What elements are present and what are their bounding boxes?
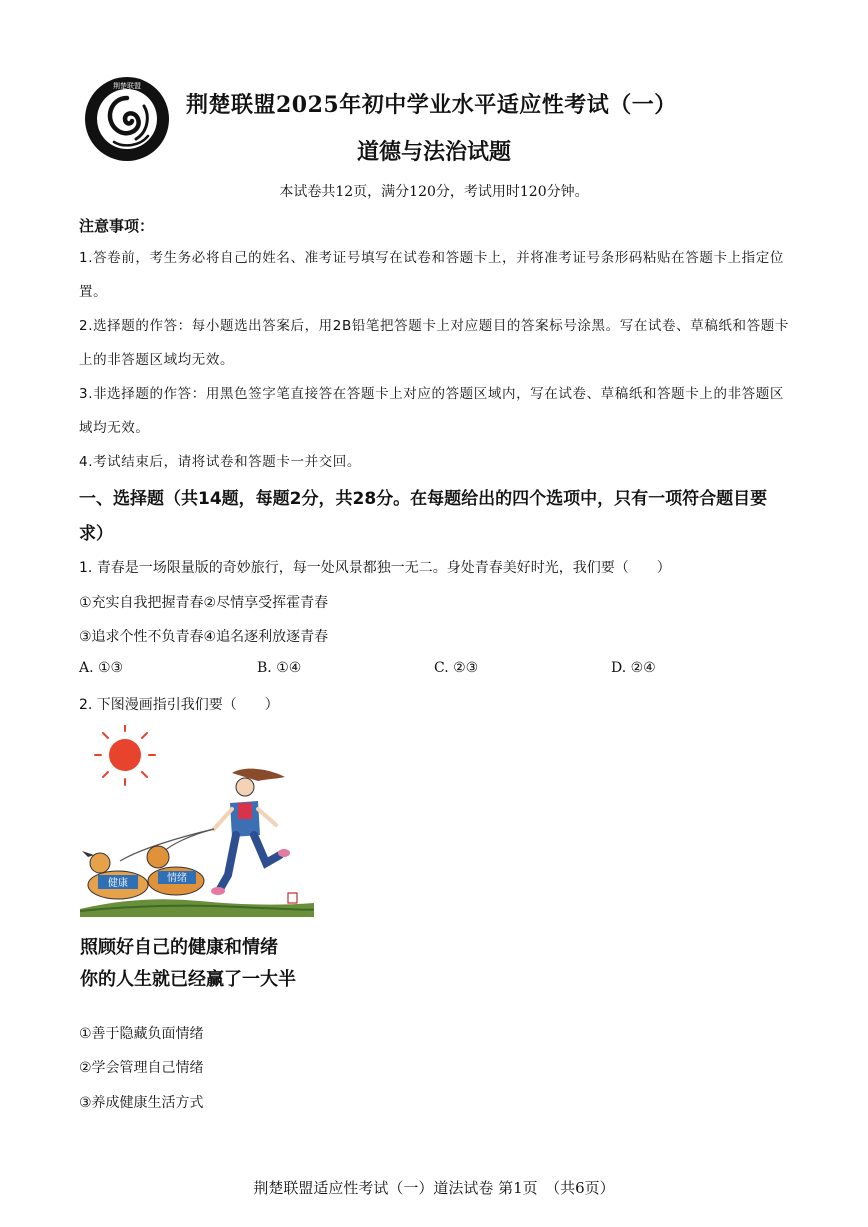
notice-heading: 注意事项： xyxy=(79,217,155,235)
girl-figure xyxy=(211,769,290,895)
q2-item-3: ③养成健康生活方式 xyxy=(79,1095,204,1111)
exam-info: 本试卷共12页，满分120分，考试用时120分钟。 xyxy=(279,184,589,200)
comic-caption-line1: 照顾好自己的健康和情绪 xyxy=(80,937,278,958)
q2-item-2: ②学会管理自己情绪 xyxy=(79,1060,204,1076)
q1-option-a: A. ①③ xyxy=(79,660,124,676)
notice-item-4: 4.考试结束后，请将试卷和答题卡一并交回。 xyxy=(79,454,361,470)
dog1-label: 健康 xyxy=(108,878,128,889)
q1-stem: 1. 青春是一场限量版的奇妙旅行，每一处风景都独一无二。身处青春美好时光，我们要（ ） xyxy=(79,560,671,576)
sun-icon xyxy=(95,725,155,785)
q1-statements-line2: ③追求个性不负青春④追名逐利放逐青春 xyxy=(79,629,329,645)
q1-option-c: C. ②③ xyxy=(434,660,479,676)
logo-text: 荆楚联盟 xyxy=(113,82,141,90)
notice-item-2: 2.选择题的作答：每小题选出答案后，用2B铅笔把答题卡上对应题目的答案标号涂黑。写在试卷、草稿纸和答题卡上的非答题区域均无效。 xyxy=(79,318,789,368)
dog-emotion-figure xyxy=(147,846,204,895)
q1-option-d: D. ②④ xyxy=(611,660,656,676)
notice-item-1: 1.答卷前，考生务必将自己的姓名、准考证号填写在试卷和答题卡上，并将准考证号条形码粘贴在答题卡上指定位置。 xyxy=(79,250,784,300)
comic-illustration xyxy=(80,725,314,1000)
notice-item-3: 3.非选择题的作答：用黑色签字笔直接答在答题卡上对应的答题区域内，写在试卷、草稿纸和答题卡上的非答题区域均无效。 xyxy=(79,386,784,436)
q1-statements-line1: ①充实自我把握青春②尽情享受挥霍青春 xyxy=(79,595,329,611)
q2-item-1: ①善于隐藏负面情绪 xyxy=(79,1026,204,1042)
q2-stem: 2. 下图漫画指引我们要（ ） xyxy=(79,697,279,713)
artist-seal xyxy=(288,893,297,903)
dog2-label: 情绪 xyxy=(167,873,187,884)
section-title: 一、选择题（共14题，每题2分，共28分。在每题给出的四个选项中，只有一项符合题目要求） xyxy=(79,489,768,544)
q1-option-b: B. ①④ xyxy=(257,660,302,676)
page-footer: 荆楚联盟适应性考试（一）道法试卷 第1页 （共6页） xyxy=(253,1179,615,1197)
comic-caption-line2: 你的人生就已经赢了一大半 xyxy=(80,969,296,990)
subject-title: 道德与法治试题 xyxy=(356,139,511,165)
exam-title: 荆楚联盟2025年初中学业水平适应性考试（一） xyxy=(186,92,677,118)
dog-health-figure xyxy=(82,851,148,899)
